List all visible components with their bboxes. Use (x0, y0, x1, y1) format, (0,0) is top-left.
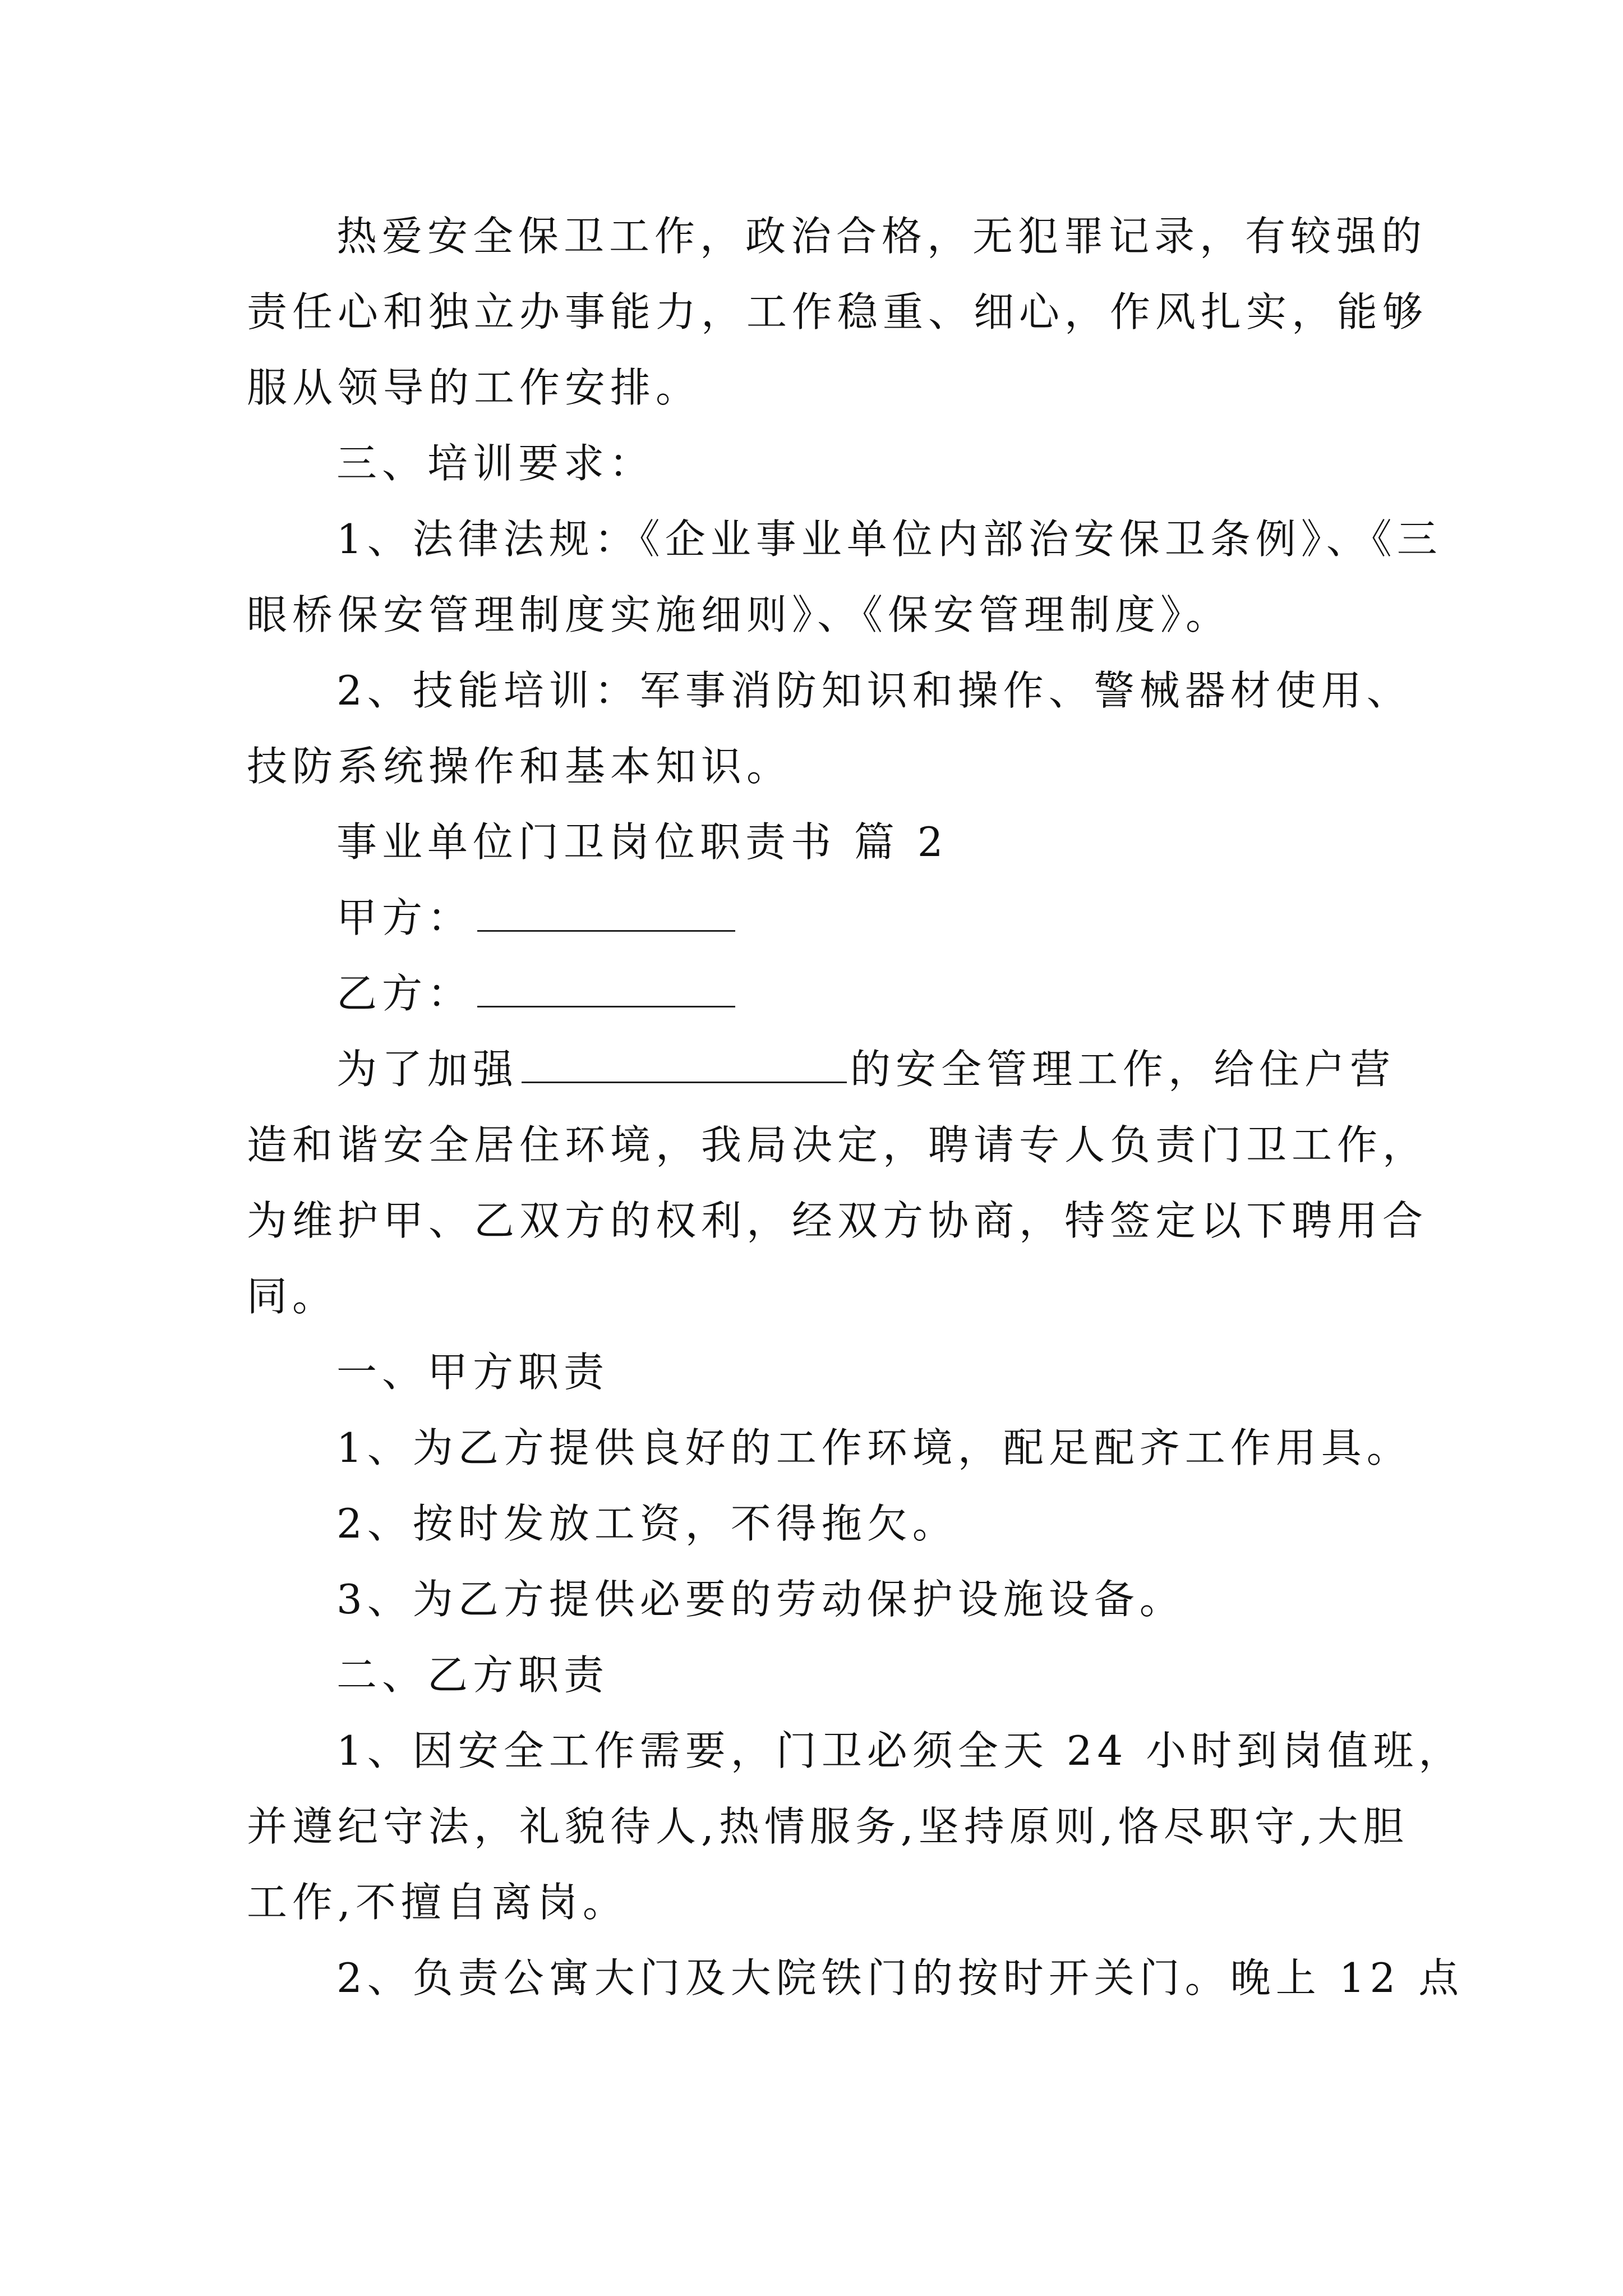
party-a-line (336, 892, 735, 943)
paragraph-line: 1、法律法规：《企业事业单位内部治安保卫条例》、《三 (336, 516, 1442, 563)
paragraph-line: 为维护甲、乙双方的权利，经双方协商，特签定以下聘用合 (247, 1197, 1428, 1244)
text-segment: 的安全管理工作，给住户营 (850, 1046, 1396, 1093)
paragraph-line: 2、技能培训：军事消防知识和操作、警械器材使用、 (336, 667, 1412, 714)
list-item: 2、按时发放工资，不得拖欠。 (336, 1500, 958, 1547)
section-heading: 二、乙方职责 (336, 1651, 610, 1699)
party-a-blank (477, 896, 735, 932)
list-item: 1、因安全工作需要，门卫必须全天 24 小时到岗值班， (336, 1727, 1464, 1774)
section-heading: 一、甲方职责 (336, 1349, 610, 1396)
list-item: 3、为乙方提供必要的劳动保护设施设备。 (336, 1576, 1185, 1623)
list-item: 2、负责公寓大门及大院铁门的按时开关门。晚上 12 点 (336, 1954, 1464, 2001)
document-title: 事业单位门卫岗位职责书 篇 2 (336, 818, 948, 866)
party-b-line (336, 968, 735, 1019)
party-b-blank (477, 972, 735, 1007)
section-heading: 三、培训要求： (336, 440, 655, 487)
party-a-label: 甲方： (336, 894, 473, 941)
paragraph-line (336, 1044, 1395, 1094)
paragraph-line: 热爱安全保卫工作，政治合格，无犯罪记录，有较强的 (336, 213, 1427, 260)
paragraph-line: 工作,不擅自离岗。 (247, 1879, 628, 1926)
text-segment: 为了加强 (336, 1046, 519, 1093)
paragraph-line: 服从领导的工作安排。 (247, 364, 702, 411)
paragraph-line: 造和谐安全居住环境，我局决定，聘请专人负责门卫工作， (247, 1121, 1428, 1168)
paragraph-line: 责任心和独立办事能力，工作稳重、细心，作风扎实，能够 (247, 288, 1428, 335)
list-item: 1、为乙方提供良好的工作环境，配足配齐工作用具。 (336, 1424, 1412, 1471)
paragraph-line: 同。 (247, 1273, 338, 1320)
paragraph-line: 眼桥保安管理制度实施细则》、《保安管理制度》。 (247, 591, 1232, 638)
party-b-label: 乙方： (336, 970, 473, 1017)
fill-in-blank (522, 1048, 847, 1083)
paragraph-line: 并遵纪守法，礼貌待人,热情服务,坚持原则,恪尽职守,大胆 (247, 1803, 1409, 1850)
paragraph-line: 技防系统操作和基本知识。 (247, 743, 792, 790)
